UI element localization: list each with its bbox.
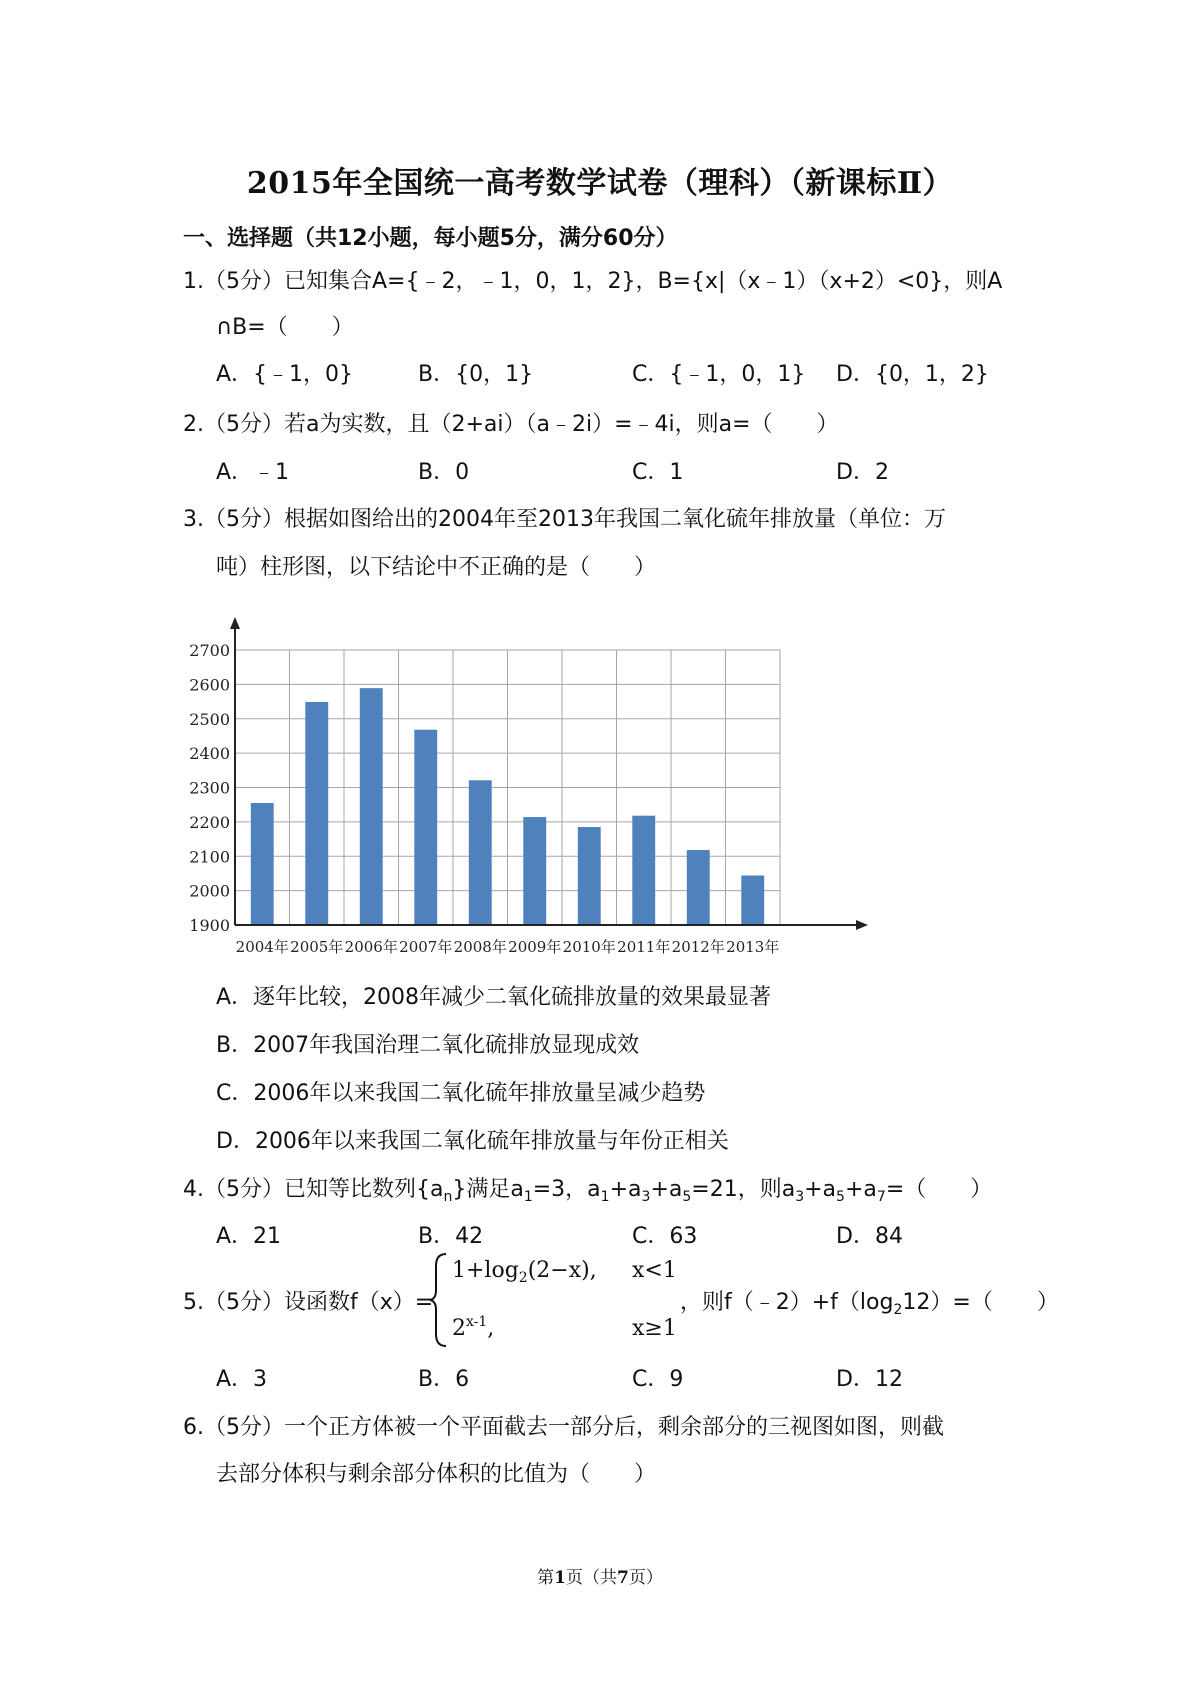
q5-option-b: B．6 (418, 1367, 470, 1392)
q2-line1: 2.（5分）若a为实数，且（2+ai）（a﹣2i）=﹣4i，则a=（ ） (183, 412, 839, 437)
bar (305, 702, 328, 925)
q5-case1-condition: x<1 (632, 1258, 677, 1283)
q6-line1: 6.（5分）一个正方体被一个平面截去一部分后，剩余部分的三视图如图，则截 (183, 1415, 944, 1440)
q5-case2-condition: x≥1 (632, 1316, 677, 1341)
q5-option-a: A．3 (216, 1367, 268, 1392)
q2-option-a: A．﹣1 (216, 460, 290, 485)
bar (414, 730, 437, 925)
y-tick-label: 2100 (189, 847, 230, 867)
y-tick-label: 2500 (189, 709, 230, 729)
q3-option-d: D．2006年以来我国二氧化硫年排放量与年份正相关 (216, 1129, 729, 1154)
chart-y-ticks (189, 641, 230, 935)
q2-option-d: D．2 (836, 460, 889, 485)
x-tick-label: 2013年 (726, 938, 780, 956)
q1-line2: ∩B=（ ） (216, 315, 354, 340)
q1-option-c: C．{﹣1，0，1} (632, 362, 806, 387)
x-tick-label: 2004年 (235, 938, 289, 956)
y-axis-arrow-icon (230, 617, 240, 629)
q3-option-b: B．2007年我国治理二氧化硫排放显现成效 (216, 1033, 640, 1058)
bar (251, 803, 274, 925)
y-tick-label: 2600 (189, 675, 230, 695)
q2-option-b: B．0 (418, 460, 470, 485)
q1-option-a: A．{﹣1，0} (216, 362, 354, 387)
y-tick-label: 2300 (189, 778, 230, 798)
left-brace-icon (428, 1252, 450, 1348)
q4-option-b: B．42 (418, 1224, 484, 1249)
so2-bar-chart (180, 605, 890, 965)
page-footer: 第1页（共7页） (537, 1568, 663, 1588)
q3-option-c: C．2006年以来我国二氧化硫年排放量呈减少趋势 (216, 1081, 706, 1106)
bar (578, 827, 601, 925)
q6-line2: 去部分体积与剩余部分体积的比值为（ ） (216, 1462, 657, 1487)
q1-option-d: D．{0，1，2} (836, 362, 989, 387)
x-tick-label: 2011年 (617, 938, 671, 956)
x-axis-arrow-icon (856, 920, 868, 930)
q1-line1: 1.（5分）已知集合A={﹣2，﹣1，0，1，2}，B={x|（x﹣1）（x+2）<0}，则A (183, 269, 1003, 294)
q5-suffix: ，则$f(﹣2)+f(\log_212)=$（ ） (680, 1290, 1059, 1318)
bar (687, 850, 710, 925)
bar (632, 816, 655, 925)
q3-option-a: A．逐年比较，2008年减少二氧化硫排放量的效果最显著 (216, 985, 772, 1010)
q4-line1: 4.（5分）已知等比数列$\{a_n\}$满足$a_1=3$，$a_1+a_3+a_5=21$，则$a_3+a_5+a_7=$（ ） (183, 1177, 993, 1205)
q5-case1-expr: $1+\log_2(2-x)$, (452, 1258, 597, 1286)
y-tick-label: 2000 (189, 881, 230, 901)
x-tick-label: 2008年 (453, 938, 507, 956)
bar (469, 780, 492, 925)
x-tick-label: 2009年 (508, 938, 562, 956)
bar (523, 817, 546, 925)
q2-option-c: C．1 (632, 460, 684, 485)
q3-line2: 吨）柱形图，以下结论中不正确的是（ ） (216, 555, 657, 580)
bar (360, 688, 383, 925)
q4-option-c: C．63 (632, 1224, 698, 1249)
page-title: 2015年全国统一高考数学试卷（理科）（新课标Ⅱ） (246, 166, 954, 201)
section-heading: 一、选择题（共12小题，每小题5分，满分60分） (183, 226, 678, 251)
q4-option-a: A．21 (216, 1224, 282, 1249)
q5-option-c: C．9 (632, 1367, 684, 1392)
q5-case2-expr: 2$^{x-1}$, (452, 1314, 495, 1341)
x-tick-label: 2006年 (344, 938, 398, 956)
bar (741, 876, 764, 926)
chart-x-ticks (236, 938, 780, 956)
q1-option-b: B．{0，1} (418, 362, 534, 387)
y-tick-label: 1900 (189, 916, 230, 935)
q4-option-d: D．84 (836, 1224, 903, 1249)
q3-line1: 3.（5分）根据如图给出的2004年至2013年我国二氧化硫年排放量（单位：万 (183, 507, 946, 532)
x-tick-label: 2012年 (671, 938, 725, 956)
q5-option-d: D．12 (836, 1367, 903, 1392)
q4-prefix: 4.（5分）已知等比数列{a (183, 1177, 444, 1202)
x-tick-label: 2010年 (562, 938, 616, 956)
q5-prefix: 5.（5分）设函数f（x）= (183, 1290, 434, 1315)
y-tick-label: 2400 (189, 744, 230, 764)
x-tick-label: 2007年 (399, 938, 453, 956)
y-tick-label: 2700 (189, 641, 230, 660)
x-tick-label: 2005年 (290, 938, 344, 956)
y-tick-label: 2200 (189, 812, 230, 832)
